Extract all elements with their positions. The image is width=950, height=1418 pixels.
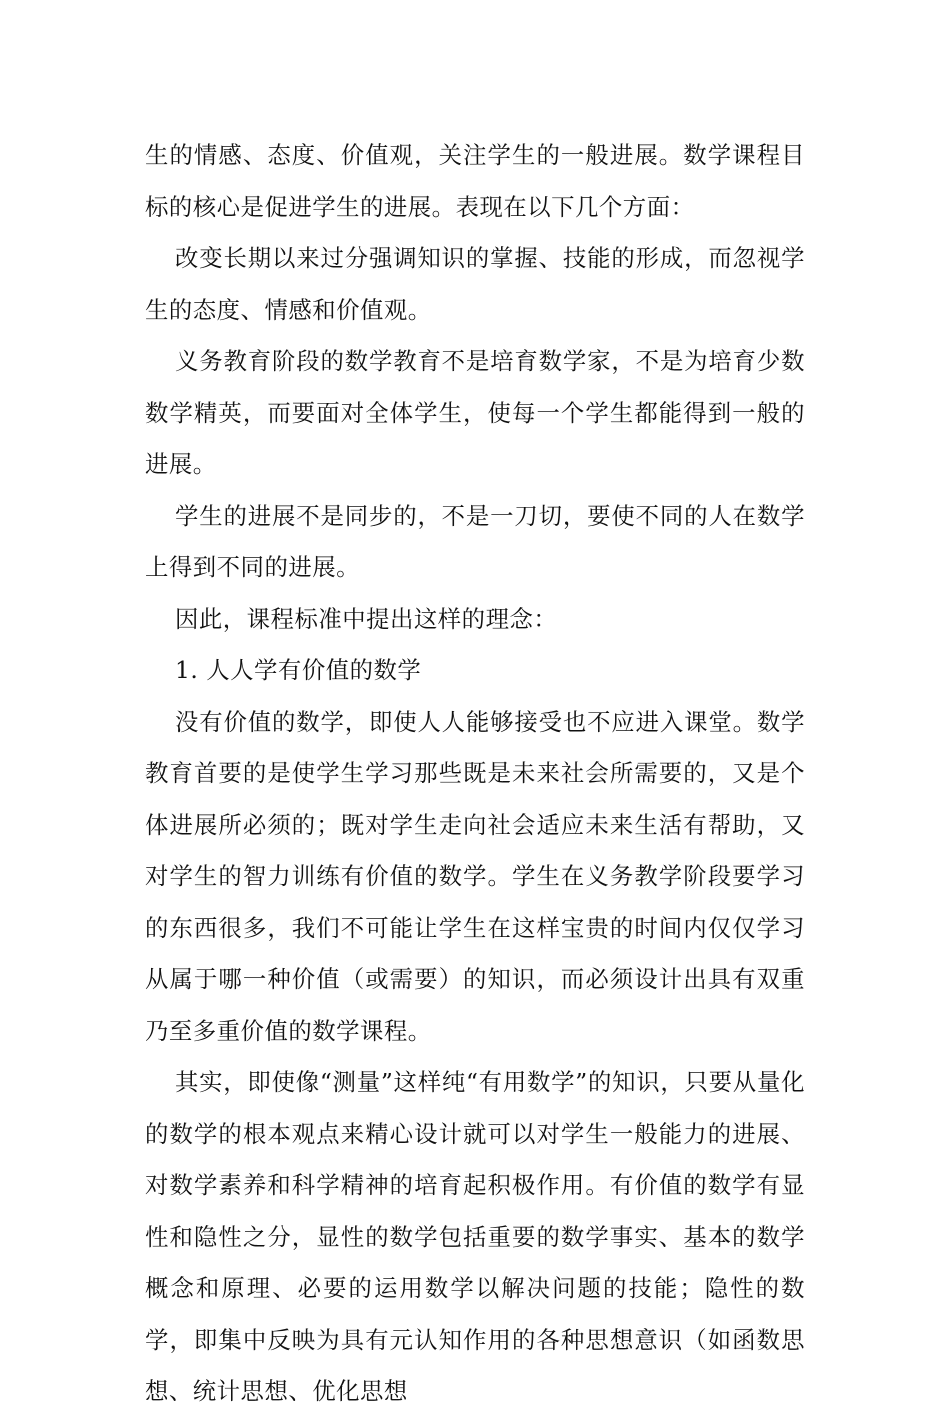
paragraph-2: 改变长期以来过分强调知识的掌握、技能的形成，而忽视学生的态度、情感和价值观。 <box>145 244 805 324</box>
paragraph-1: 生的情感、态度、价值观，关注学生的一般进展。数学课程目标的核心是促进学生的进展。表现在以下几个方面： <box>145 141 805 221</box>
document-body <box>145 130 805 1418</box>
section-heading-1: 1. 人人学有价值的数学 <box>175 656 422 684</box>
paragraph-5: 因此，课程标准中提出这样的理念： <box>175 604 558 633</box>
paragraph-3: 义务教育阶段的数学教育不是培育数学家，不是为培育少数数学精英，而要面对全体学生，使每一个学生都能得到一般的进展。 <box>145 347 805 478</box>
paragraph-4: 学生的进展不是同步的，不是一刀切，要使不同的人在数学上得到不同的进展。 <box>145 501 805 581</box>
paragraph-7: 其实，即使像“测量”这样纯“有用数学”的知识，只要从量化的数学的根本观点来精心设计就可以对学生一般能力的进展、对数学素养和科学精神的培育起积极作用。有价值的数学有显性和隐性之分，显性的数学包括重要的数学事实、基本的数学概念和原理、必要的运用数学以解决问题的技能；隐性的数学，即集中反映为具有元认知作用的各种思想意识（如函数思想、统计思想、优化思想 <box>145 1068 805 1405</box>
paragraph-6: 没有价值的数学，即使人人能够接受也不应进入课堂。数学教育首要的是使学生学习那些既是未来社会所需要的，又是个体进展所必须的；既对学生走向社会适应未来生活有帮助，又对学生的智力训练有价值的数学。学生在义务教学阶段要学习的东西很多，我们不可能让学生在这样宝贵的时间内仅仅学习从属于哪一种价值（或需要）的知识，而必须设计出具有双重乃至多重价值的数学课程。 <box>145 707 805 1045</box>
